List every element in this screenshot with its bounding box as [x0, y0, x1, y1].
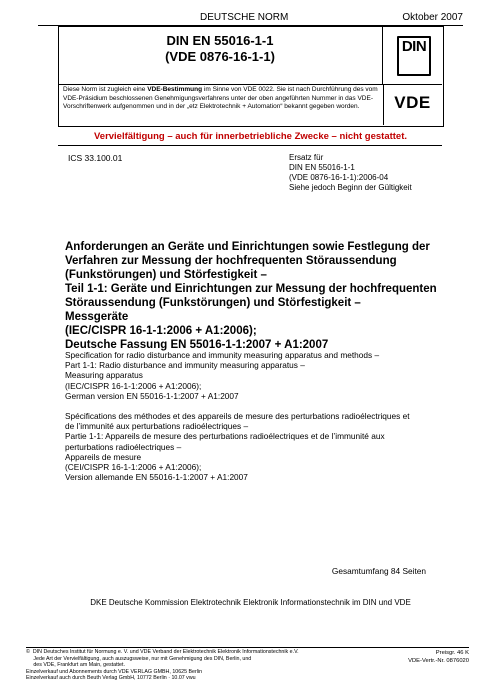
din-number: DIN EN 55016-1-1: [166, 33, 274, 48]
replacement-info: Ersatz für DIN EN 55016-1-1 (VDE 0876-16-1-1):2006-04 Siehe jedoch Beginn der Gültigkeit: [289, 153, 412, 192]
din-logo: DIN: [401, 38, 427, 55]
publication-date: Oktober 2007: [402, 12, 463, 23]
title-german: Anforderungen an Geräte und Einrichtungen sowie Festlegung der Verfahren zur Messung der hochfrequenten Störaussendung (Funkstörungen) und Störfestigkeit – Teil 1-1: Geräte und Einrichtungen zur Messung der hochfrequenten Störaussendung (Funkstörungen) und Störfestigkeit – Messgeräte (IEC/CISPR 16-1-1:2006 + A1:2006); Deutsche Fassung EN 55016-1-1:2007 + A1:2007: [65, 241, 437, 351]
title-english: Specification for radio disturbance and immunity measuring apparatus and methods – Part 1-1: Radio disturbance and immunity measuring apparatus – Measuring apparatus (IEC/CISPR 16-1-1:2006 + A1:2006); German version EN 55016-1-1:2007 + A1:2007: [65, 350, 380, 401]
copyright-notice: © DIN Deutsches Institut für Normung e. V. und VDE Verband der Elektrotechnik Elektronik Informationstechnik e.V. Jede Art der Vervielfältigung, auch auszugsweise, nur mit Genehmigung des DIN, Berlin, und des VDE, Frankfurt am Main, gestattet. Einzelverkauf und Abonnements durch VDE VERLAG GMBH, 10625 Berlin Einzelverkauf auch durch Beuth Verlag GmbH, 10772 Berlin · 10.07 vwu: [26, 649, 299, 681]
title-french: Spécifications des méthodes et des appareils de mesure des perturbations radioélectriques et de l’immunité aux perturbations radioélectriques – Partie 1-1: Appareils de mesure des perturbations radioélectriques et de l’immunité aux perturbations radioélectriques – Appareils de mesure (CEI/CISPR 16-1-1:2006 + A1:2006); Version allemande EN 55016-1-1:2007 + A1:2007: [65, 411, 410, 483]
ics-code: ICS 33.100.01: [68, 153, 123, 163]
vde-number: (VDE 0876-16-1-1): [165, 49, 275, 64]
vde-note: Diese Norm ist zugleich eine VDE-Bestimmung im Sinne von VDE 0022. Sie ist nach Durchführung des vom VDE-Präsidium beschlossenen Genehmigungsverfahrens unter der oben angeführten Nummer in das VDE-Vorschriftenwerk aufgenommen und in der „etz Elektrotechnik + Automation“ bekannt gegeben worden.: [63, 86, 378, 110]
warning-rule: [58, 145, 442, 146]
norm-label: DEUTSCHE NORM: [200, 12, 289, 23]
price-info: Preisgr. 46 K VDE-Vertr.-Nr. 0876020: [408, 650, 469, 664]
dke-line: DKE Deutsche Kommission Elektrotechnik Elektronik Informationstechnik im DIN und VDE: [90, 598, 411, 607]
reproduction-warning: Vervielfältigung – auch für innerbetriebliche Zwecke – nicht gestattet.: [93, 131, 408, 142]
footer-rule: [26, 647, 469, 648]
page-count: Gesamtumfang 84 Seiten: [331, 566, 426, 576]
vde-logo: VDE: [394, 93, 431, 112]
